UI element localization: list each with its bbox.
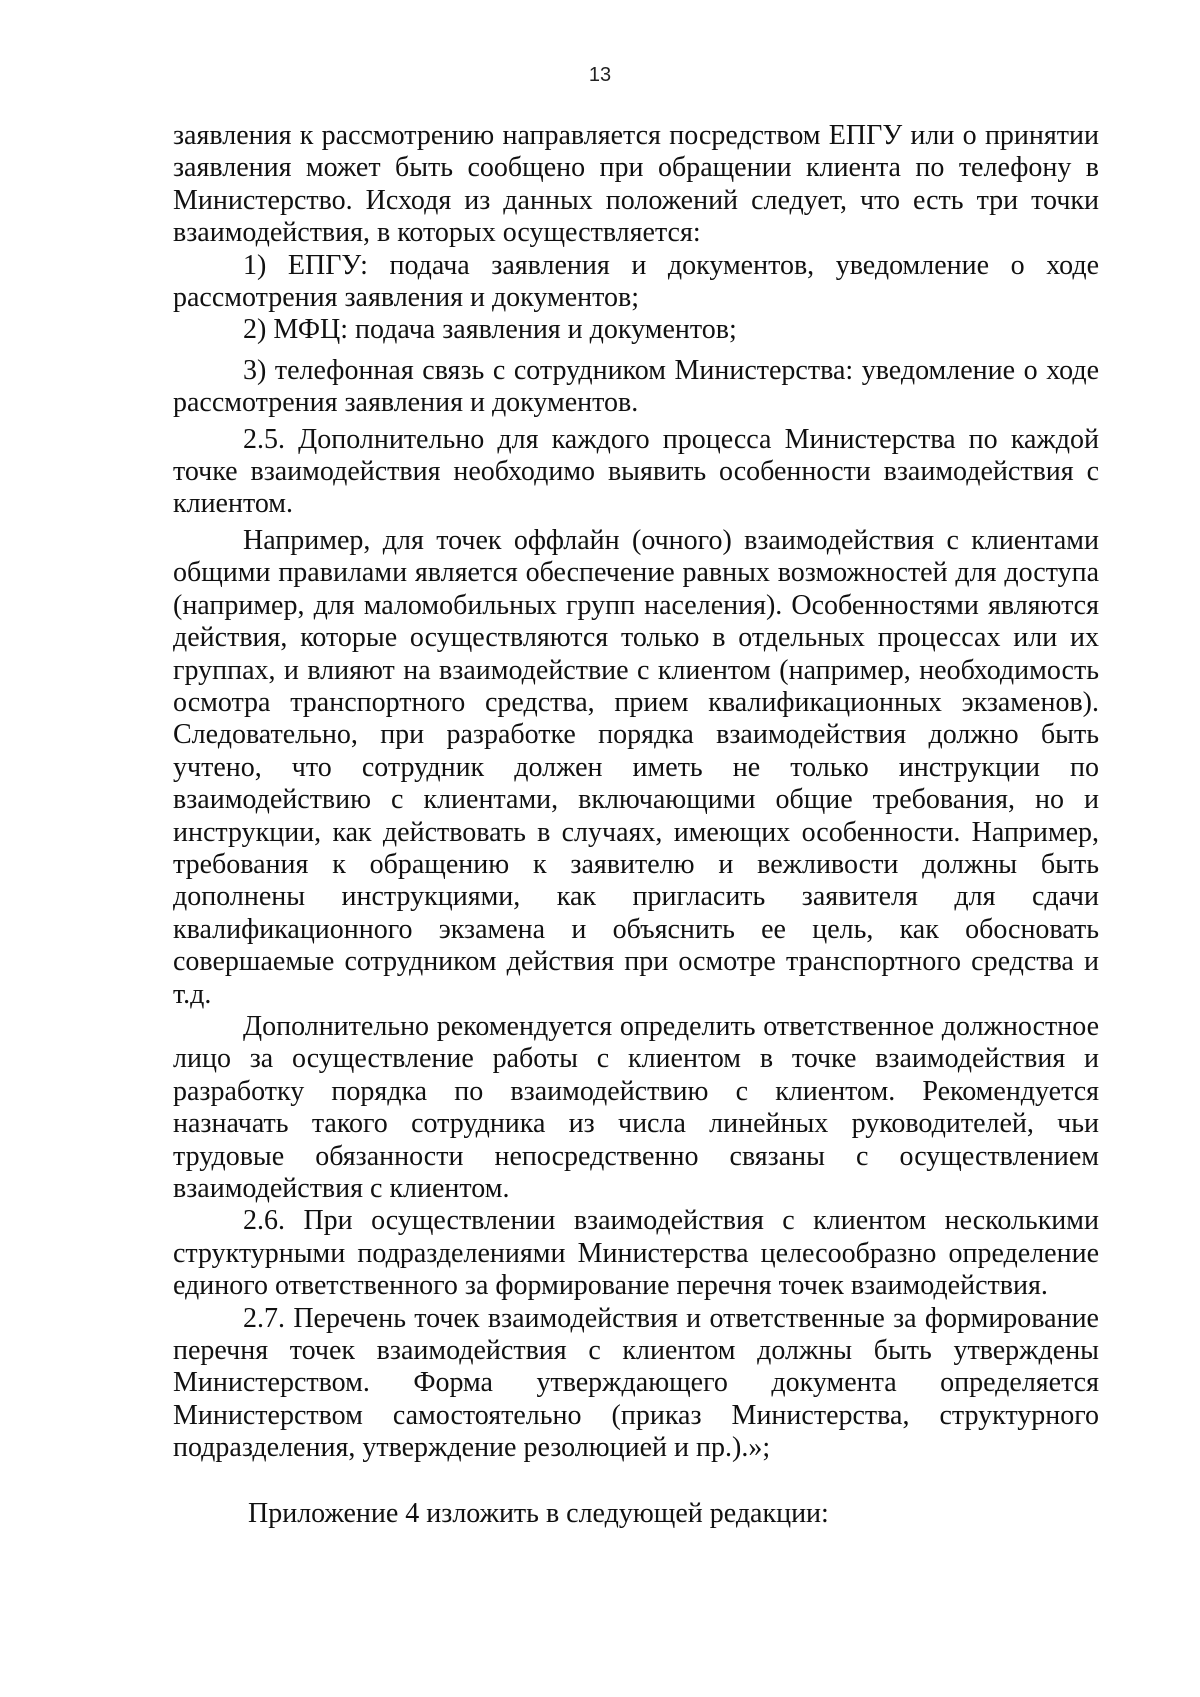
document-body bbox=[173, 120, 1099, 1465]
list-item-epgu: 1) ЕПГУ: подача заявления и документов, уведомление о ходе рассмотрения заявления и документов; bbox=[173, 249, 1099, 314]
paragraph-example: Например, для точек оффлайн (очного) взаимодействия с клиентами общими правилами является обеспечение равных возможностей для доступа (например, для маломобильных групп населения). Особенностями являются действия, которые осуществляются только в отдельных процессах или их группах, и влияют на взаимодействие с клиентом (например, необходимость осмотра транспортного средства, прием квалификационных экзаменов). Следовательно, при разработке порядка взаимодействия должно быть учтено, что сотрудник должен иметь не только инструкции по взаимодействию с клиентами, включающими общие требования, но и инструкции, как действовать в случаях, имеющих особенности. Например, требования к обращению к заявителю и вежливости должны быть дополнены инструкциями, как пригласить заявителя для сдачи квалификационного экзамена и объяснить ее цель, как обосновать совершаемые сотрудником действия при осмотре транспортного средства и т.д. bbox=[173, 524, 1099, 1010]
paragraph-responsible-person: Дополнительно рекомендуется определить ответственное должностное лицо за осуществление работы с клиентом в точке взаимодействия и разработку порядка по взаимодействию с клиентом. Рекомендуется назначать такого сотрудника из числа линейных руководителей, чьи трудовые обязанности непосредственно связаны с осуществлением взаимодействия с клиентом. bbox=[173, 1010, 1099, 1204]
list-item-phone: 3) телефонная связь с сотрудником Министерства: уведомление о ходе рассмотрения заявления и документов. bbox=[173, 354, 1099, 419]
paragraph-2-7: 2.7. Перечень точек взаимодействия и ответственные за формирование перечня точек взаимодействия с клиентом должны быть утверждены Министерством. Форма утверждающего документа определяется Министерством самостоятельно (приказ Министерства, структурного подразделения, утверждение резолюцией и пр.).»; bbox=[173, 1302, 1099, 1464]
page-number: 13 bbox=[588, 64, 612, 86]
paragraph-2-5: 2.5. Дополнительно для каждого процесса Министерства по каждой точке взаимодействия необходимо выявить особенности взаимодействия с клиентом. bbox=[173, 423, 1099, 520]
list-item-mfc: 2) МФЦ: подача заявления и документов; bbox=[243, 314, 737, 346]
appendix-instruction: Приложение 4 изложить в следующей редакции: bbox=[248, 1498, 829, 1529]
paragraph-2-6: 2.6. При осуществлении взаимодействия с клиентом несколькими структурными подразделениями Министерства целесообразно определение единого ответственного за формирование перечня точек взаимодействия. bbox=[173, 1205, 1099, 1302]
paragraph-continuation: заявления к рассмотрению направляется посредством ЕПГУ или о принятии заявления может быть сообщено при обращении клиента по телефону в Министерство. Исходя из данных положений следует, что есть три точки взаимодействия, в которых осуществляется: bbox=[173, 120, 1099, 249]
